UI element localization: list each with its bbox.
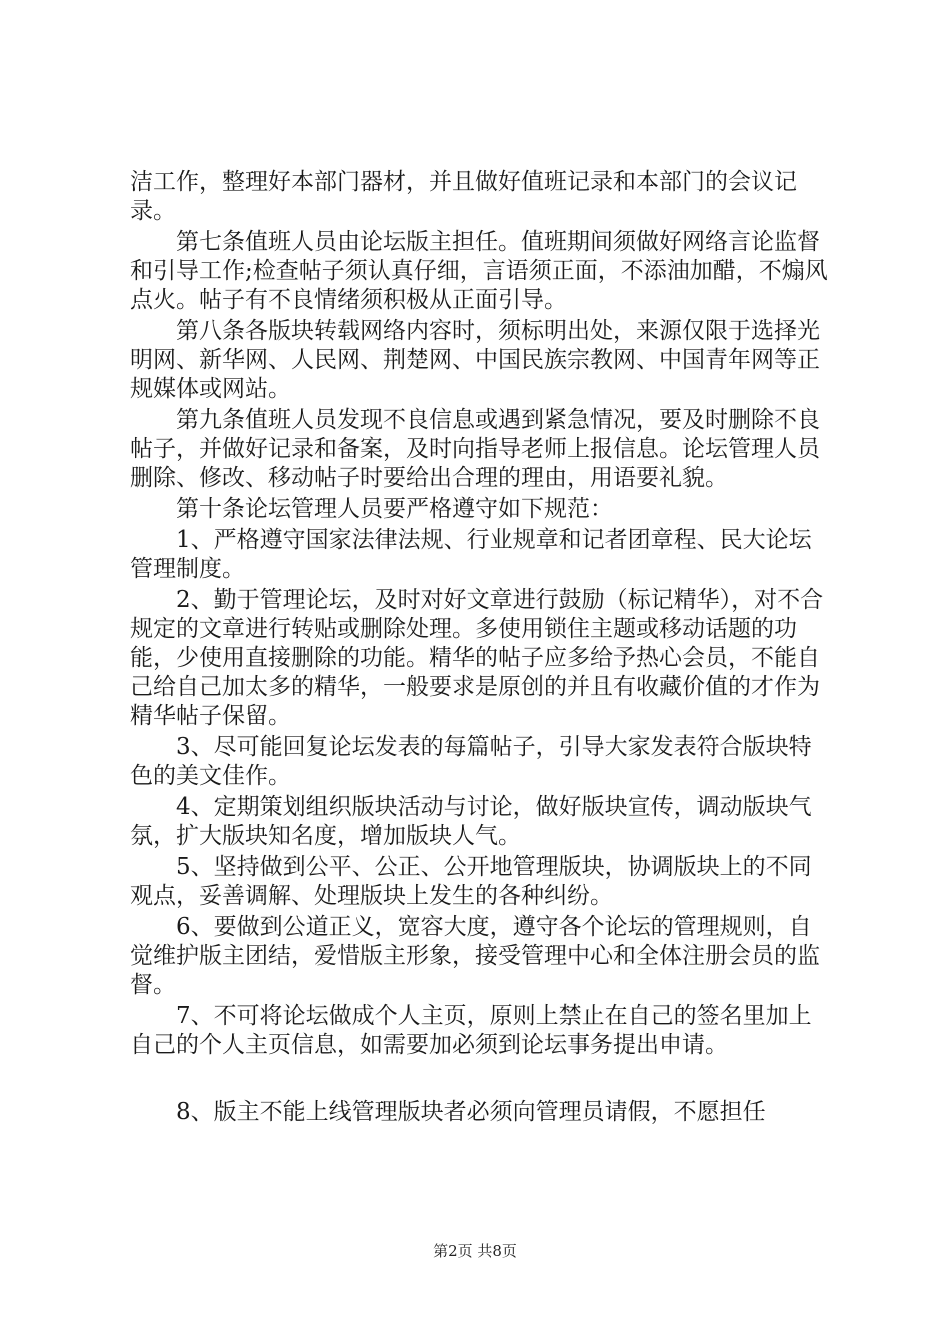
paragraph-gap xyxy=(130,1062,830,1098)
paragraph: 2、勤于管理论坛，及时对好文章进行鼓励（标记精华），对不合规定的文章进行转贴或删除处理。多使用锁住主题或移动话题的功能，少使用直接删除的功能。精华的帖子应多给予热心会员，不能自己给自己加太多的精华，一般要求是原创的并且有收藏价值的才作为精华帖子保留。 xyxy=(130,587,824,729)
paragraph: 第七条值班人员由论坛版主担任。值班期间须做好网络言论监督和引导工作;检查帖子须认真仔细，言语须正面，不添油加醋，不煽风点火。帖子有不良情绪须积极从正面引导。 xyxy=(130,229,828,313)
paragraph: 第十条论坛管理人员要严格遵守如下规范： xyxy=(130,496,613,522)
page-footer: 第2页 共8页 xyxy=(433,1242,517,1260)
paragraph: 第八条各版块转载网络内容时，须标明出处，来源仅限于选择光明网、新华网、人民网、荆楚网、中国民族宗教网、中国青年网等正规媒体或网站。 xyxy=(130,318,820,402)
paragraph: 4、定期策划组织版块活动与讨论，做好版块宣传，调动版块气氛，扩大版块知名度，增加版块人气。 xyxy=(130,794,812,849)
paragraph: 5、坚持做到公平、公正、公开地管理版块，协调版块上的不同观点，妥善调解、处理版块上发生的各种纠纷。 xyxy=(130,854,812,909)
paragraph: 1、严格遵守国家法律法规、行业规章和记者团章程、民大论坛管理制度。 xyxy=(130,527,812,582)
document-body xyxy=(130,168,830,1129)
paragraph: 3、尽可能回复论坛发表的每篇帖子，引导大家发表符合版块特色的美文佳作。 xyxy=(130,734,812,789)
paragraph: 第九条值班人员发现不良信息或遇到紧急情况，要及时删除不良帖子，并做好记录和备案，及时向指导老师上报信息。论坛管理人员删除、修改、移动帖子时要给出合理的理由，用语要礼貌。 xyxy=(130,407,820,491)
paragraph: 洁工作，整理好本部门器材，并且做好值班记录和本部门的会议记录。 xyxy=(130,169,797,224)
paragraph: 6、要做到公道正义，宽容大度，遵守各个论坛的管理规则，自觉维护版主团结，爱惜版主形象，接受管理中心和全体注册会员的监督。 xyxy=(130,914,820,998)
paragraph: 8、版主不能上线管理版块者必须向管理员请假，不愿担任 xyxy=(130,1099,766,1125)
paragraph: 7、不可将论坛做成个人主页，原则上禁止在自己的签名里加上自己的个人主页信息，如需要加必须到论坛事务提出申请。 xyxy=(130,1003,812,1058)
